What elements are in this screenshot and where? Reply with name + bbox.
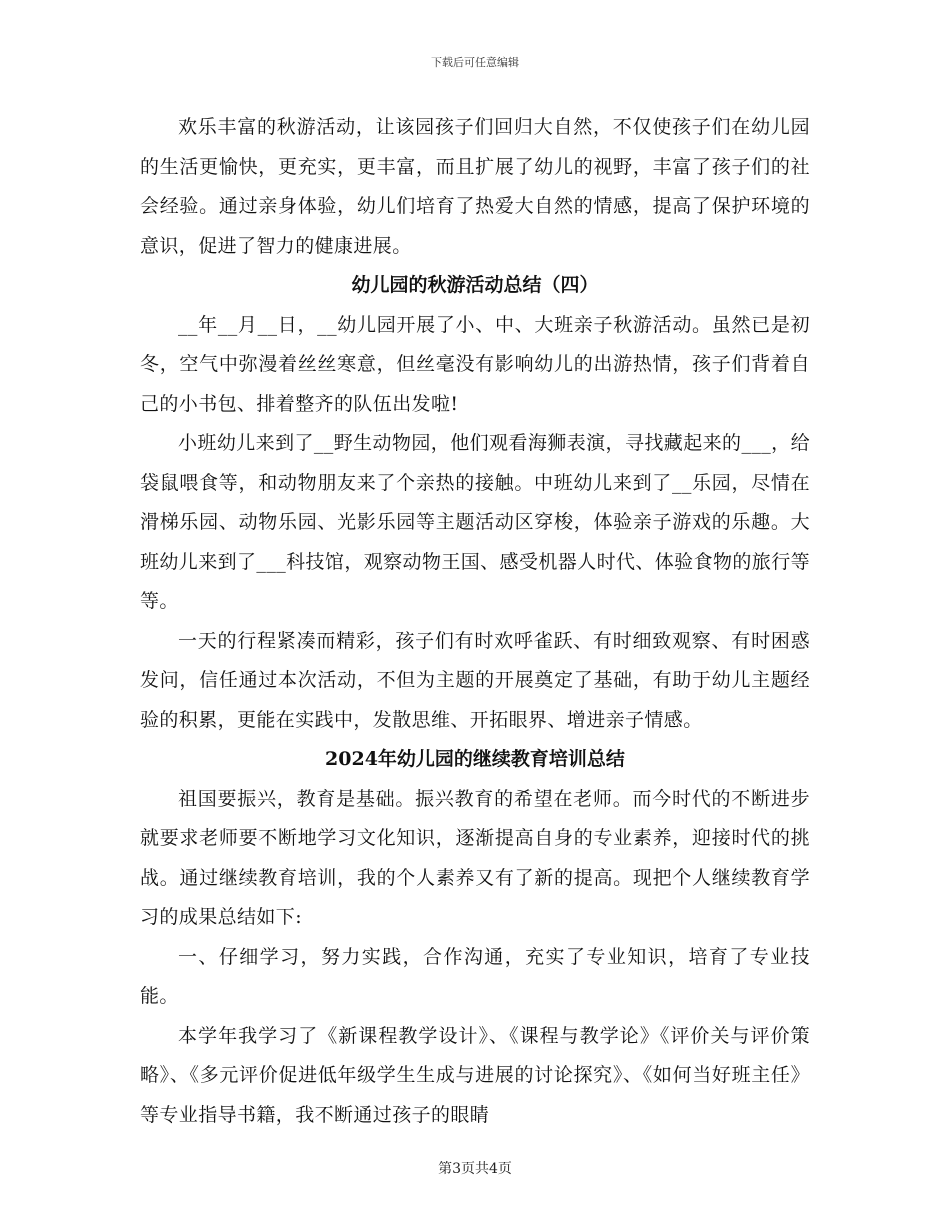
page-number-footer: 第3页共4页 — [438, 1161, 512, 1177]
section-heading-autumn-trip-4: 幼儿园的秋游活动总结（四） — [351, 274, 599, 296]
paragraph-trip-conclusion: 一天的行程紧凑而精彩，孩子们有时欢呼雀跃、有时细致观察、有时困惑发问，信任通过本次活动，不但为主题的开展奠定了基础，有助于幼儿主题经验的积累，更能在实践中，发散思维、开拓眼界、增进亲子情感。 — [140, 629, 810, 731]
paragraph-autumn-trip-summary: 欢乐丰富的秋游活动，让该园孩子们回归大自然，不仅使孩子们在幼儿园的生活更愉快，更充实，更丰富，而且扩展了幼儿的视野，丰富了孩子们的社会经验。通过亲身体验，幼儿们培育了热爱大自然的情感，提高了保护环境的意识，促进了智力的健康进展。 — [140, 116, 810, 257]
paragraph-study-books: 本学年我学习了《新课程教学设计》、《课程与教学论》《评价关与评价策略》、《多元评价促进低年级学生生成与进展的讨论探究》、《如何当好班主任》等专业指导书籍，我不断通过孩子的眼睛 — [140, 1024, 810, 1126]
paragraph-trip-intro: __年__月__日，__幼儿园开展了小、中、大班亲子秋游活动。虽然已是初冬，空气中弥漫着丝丝寒意，但丝毫没有影响幼儿的出游热情，孩子们背着自己的小书包、排着整齐的队伍出发啦! — [140, 313, 810, 415]
paragraph-class-destinations: 小班幼儿来到了__野生动物园，他们观看海狮表演，寻找藏起来的___，给袋鼠喂食等，和动物朋友来了个亲热的接触。中班幼儿来到了__乐园，尽情在滑梯乐园、动物乐园、光影乐园等主题活动区穿梭，体验亲子游戏的乐趣。大班幼儿来到了___科技馆，观察动物王国、感受机器人时代、体验食物的旅行等等。 — [140, 432, 810, 612]
paragraph-education-intro: 祖国要振兴，教育是基础。振兴教育的希望在老师。而今时代的不断进步就要求老师要不断地学习文化知识，逐渐提高自身的专业素养，迎接时代的挑战。通过继续教育培训，我的个人素养又有了新的提高。现把个人继续教育学习的成果总结如下: — [140, 787, 810, 928]
document-body — [140, 108, 810, 1135]
paragraph-point-one: 一、仔细学习，努力实践，合作沟通，充实了专业知识，培育了专业技能。 — [140, 945, 810, 1007]
section-heading-continuing-education: 2024年幼儿园的继续教育培训总结 — [325, 748, 625, 770]
page-header-note: 下载后可任意编辑 — [431, 56, 519, 69]
